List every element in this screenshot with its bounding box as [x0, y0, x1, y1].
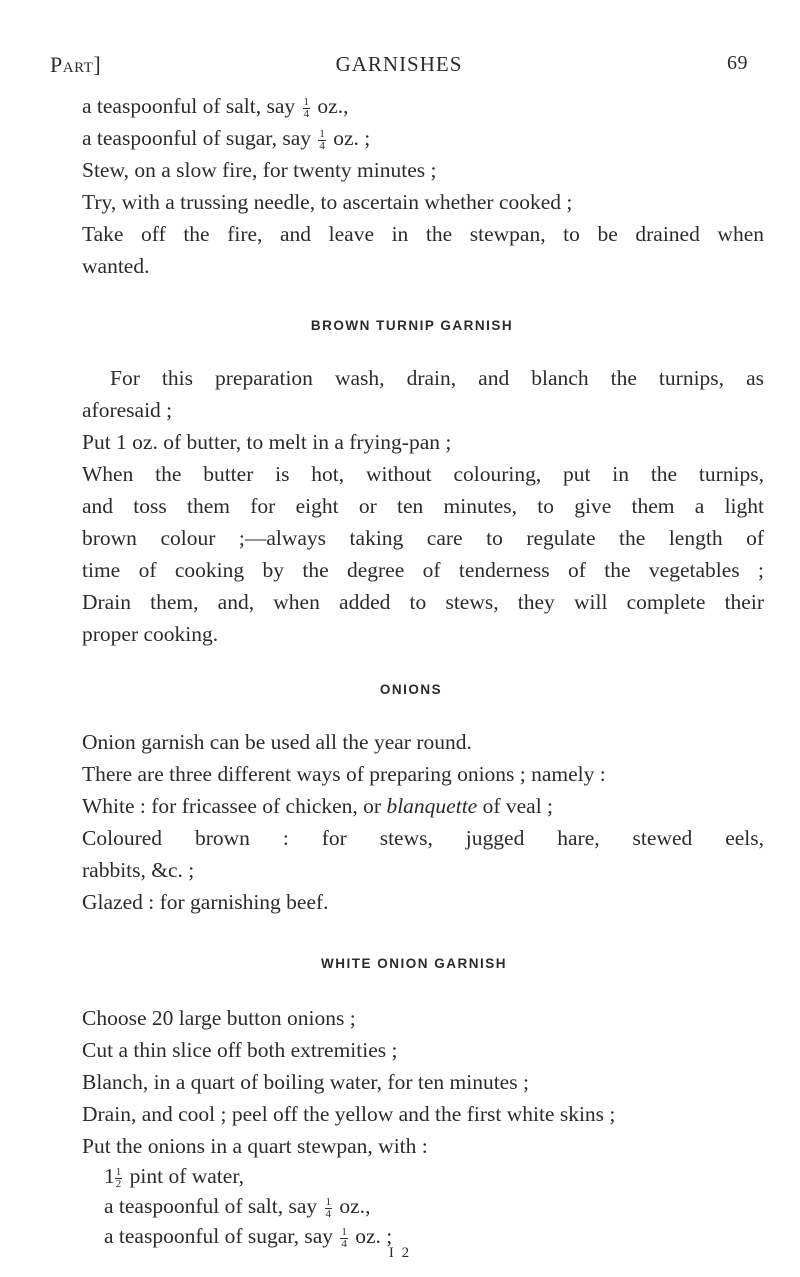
- italic-term: blanquette: [386, 794, 478, 818]
- text-segment: a teaspoonful of salt, say: [82, 94, 296, 118]
- running-head-title: GARNISHES: [335, 52, 463, 76]
- page-number: 69: [727, 52, 748, 74]
- onions-line-3: [82, 792, 553, 820]
- text-segment: oz.,: [317, 94, 349, 118]
- text-segment: White : for fricassee of chicken, or: [82, 794, 382, 818]
- turnip-line-4: When the butter is hot, without colouring, put in the turnips,: [82, 462, 764, 486]
- white-onion-line-2: Cut a thin slice off both extremities ;: [82, 1038, 398, 1062]
- text-segment: oz.,: [339, 1194, 371, 1218]
- heading-white-onion: WHITE ONION GARNISH: [321, 956, 507, 971]
- onions-line-2: There are three different ways of preparing onions ; namely :: [82, 762, 606, 786]
- intro-line-4: Try, with a trussing needle, to ascertain whether cooked ;: [82, 190, 573, 214]
- intro-line-1: [82, 92, 348, 120]
- text-segment: of veal ;: [482, 794, 554, 818]
- text-segment: a teaspoonful of salt, say: [104, 1194, 318, 1218]
- onions-line-1: Onion garnish can be used all the year round.: [82, 730, 472, 754]
- turnip-line-2: aforesaid ;: [82, 398, 173, 422]
- onions-line-6: Glazed : for garnishing beef.: [82, 890, 329, 914]
- onions-line-4: Coloured brown : for stews, jugged hare, stewed eels,: [82, 826, 764, 850]
- fraction-quarter: $\frac{1}{4}$: [341, 1225, 347, 1250]
- white-onion-line-4: Drain, and cool ; peel off the yellow and the first white skins ;: [82, 1102, 616, 1126]
- heading-brown-turnip: BROWN TURNIP GARNISH: [310, 318, 514, 333]
- white-onion-line-1: Choose 20 large button onions ;: [82, 1006, 356, 1030]
- text-segment: 1: [104, 1164, 115, 1188]
- heading-onions: ONIONS: [379, 682, 443, 697]
- turnip-line-3: Put 1 oz. of butter, to melt in a frying-pan ;: [82, 430, 452, 454]
- intro-line-5: Take off the fire, and leave in the stewpan, to be drained when: [82, 222, 764, 246]
- white-onion-line-6: [104, 1162, 244, 1190]
- running-head: [50, 52, 748, 84]
- text-segment: oz. ;: [333, 126, 371, 150]
- white-onion-line-3: Blanch, in a quart of boiling water, for ten minutes ;: [82, 1070, 529, 1094]
- signature-mark: I 2: [388, 1245, 412, 1261]
- onions-line-5: rabbits, &c. ;: [82, 858, 195, 882]
- fraction-half: $\frac{1}{2}$: [115, 1165, 122, 1190]
- text-segment: a teaspoonful of sugar, say: [82, 126, 312, 150]
- turnip-line-6: brown colour ;—always taking care to regulate the length of: [82, 526, 764, 550]
- text-segment: pint of water,: [129, 1164, 244, 1188]
- turnip-line-7: time of cooking by the degree of tenderness of the vegetables ;: [82, 558, 764, 582]
- running-head-part: Part]: [50, 52, 102, 77]
- white-onion-line-5: Put the onions in a quart stewpan, with :: [82, 1134, 428, 1158]
- intro-line-6: wanted.: [82, 254, 150, 278]
- text-segment: oz. ;: [355, 1224, 393, 1248]
- text-segment: a teaspoonful of sugar, say: [104, 1224, 334, 1248]
- fraction-quarter: $\frac{1}{4}$: [303, 95, 310, 120]
- turnip-line-5: and toss them for eight or ten minutes, to give them a light: [82, 494, 764, 518]
- turnip-line-9: proper cooking.: [82, 622, 219, 646]
- turnip-line-8: Drain them, and, when added to stews, they will complete their: [82, 590, 764, 614]
- fraction-quarter: $\frac{1}{4}$: [319, 127, 325, 152]
- intro-line-3: Stew, on a slow fire, for twenty minutes ;: [82, 158, 437, 182]
- white-onion-line-7: [104, 1192, 370, 1220]
- fraction-quarter: $\frac{1}{4}$: [325, 1195, 332, 1220]
- turnip-line-1: For this preparation wash, drain, and blanch the turnips, as: [110, 366, 764, 390]
- intro-line-2: [82, 124, 370, 152]
